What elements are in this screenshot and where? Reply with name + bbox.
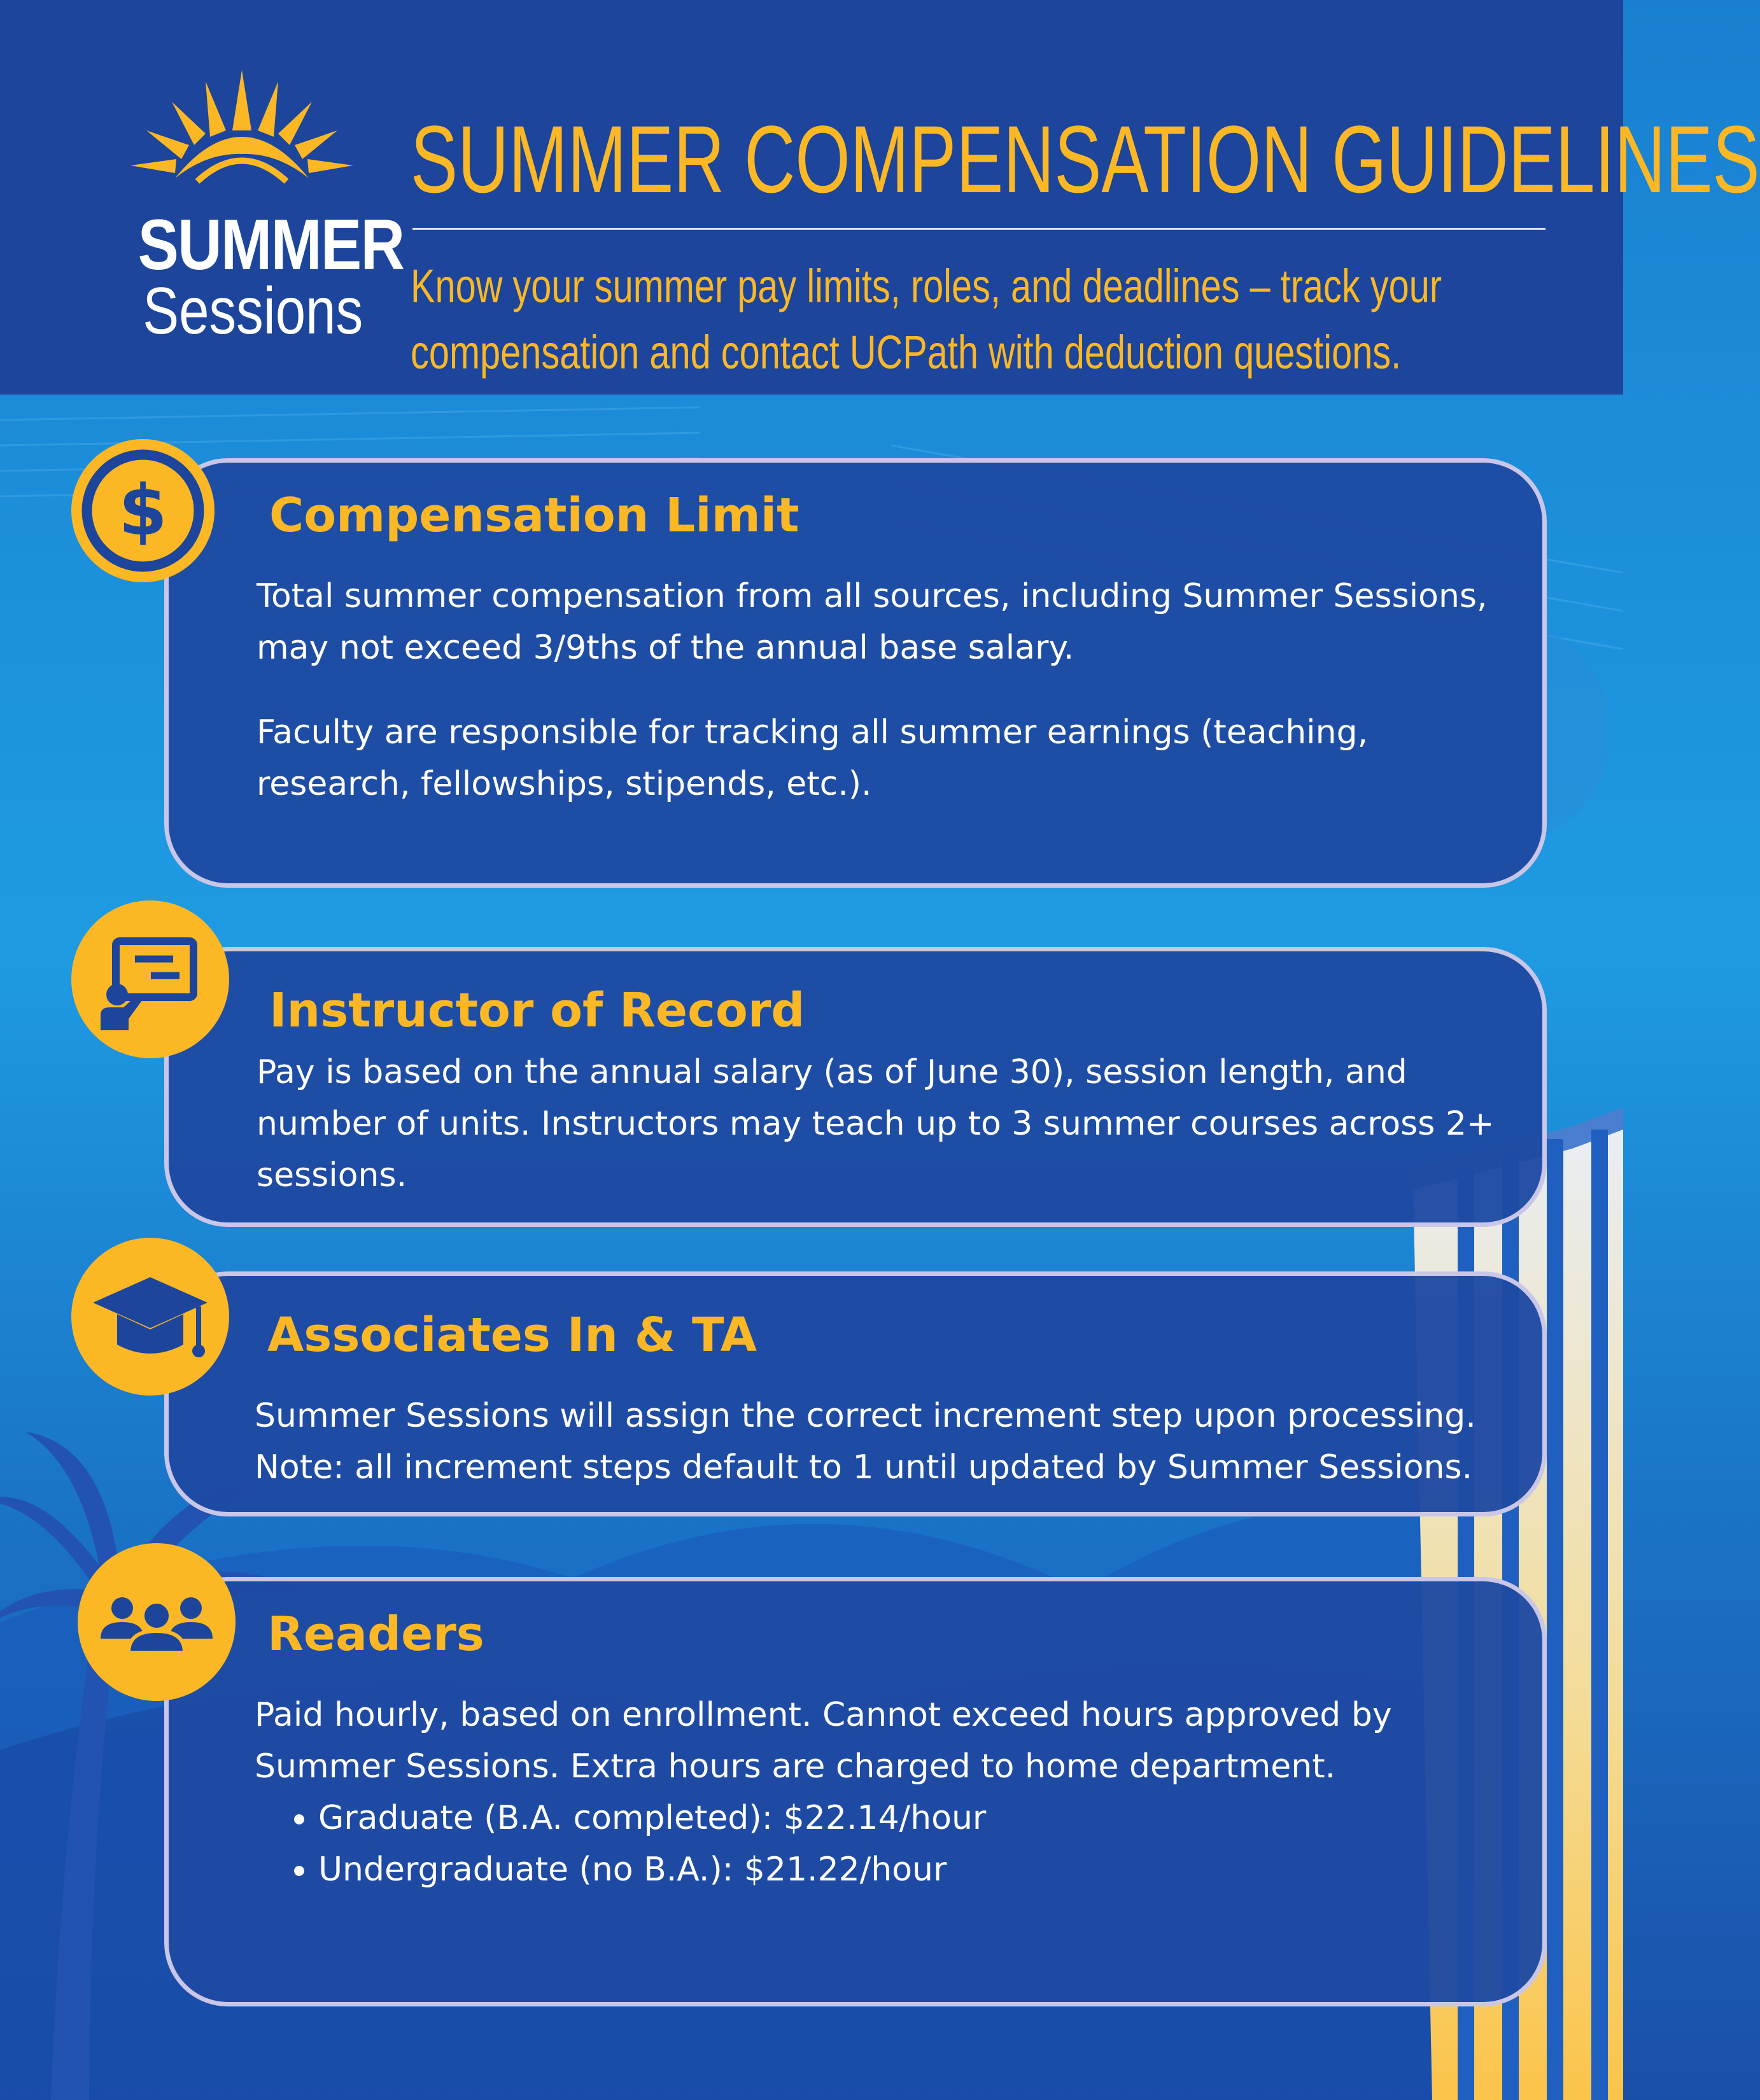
card-body: [257, 1047, 1523, 1201]
instructor-presentation-icon: [71, 900, 229, 1058]
list-item: • Graduate (B.A. completed): $22.14/hour: [318, 1793, 1528, 1844]
card-paragraph: Faculty are responsible for tracking all summer earnings (teaching, research, fellowships, stipends, etc.).: [257, 713, 1369, 803]
logo-word-sessions: Sessions: [143, 274, 363, 348]
group-icon: [78, 1543, 236, 1701]
card-body: [255, 1390, 1540, 1494]
card-paragraph: Total summer compensation from all sources, including Summer Sessions, may not exceed 3/9ths of the annual base salary.: [257, 577, 1488, 667]
compensation-limit-card: [164, 458, 1547, 888]
page-title: SUMMER COMPENSATION GUIDELINES: [411, 106, 1760, 213]
list-item: • Undergraduate (no B.A.): $21.22/hour: [318, 1844, 1528, 1896]
card-paragraph: Summer Sessions will assign the correct increment step upon processing. Note: all increment steps default to 1 until updated by Summer Sessions.: [255, 1397, 1476, 1487]
dollar-icon: [71, 439, 215, 582]
graduation-cap-icon: [71, 1238, 229, 1396]
card-title: Readers: [267, 1607, 484, 1662]
readers-card: [164, 1577, 1547, 2006]
card-paragraph: Paid hourly, based on enrollment. Cannot exceed hours approved by Summer Sessions. Extra hours are charged to home department.: [255, 1696, 1392, 1786]
logo-word-summer: SUMMER: [137, 205, 404, 284]
card-body: [255, 1690, 1528, 1896]
card-title: Compensation Limit: [269, 488, 799, 543]
instructor-of-record-card: [164, 947, 1547, 1227]
header-banner: [0, 0, 1760, 395]
card-title: Instructor of Record: [269, 983, 805, 1038]
associates-and-ta-card: [164, 1271, 1547, 1516]
card-title: Associates In & TA: [267, 1308, 757, 1362]
title-divider: [412, 228, 1545, 230]
rate-list: [255, 1793, 1528, 1896]
summer-sessions-logo: [121, 70, 404, 363]
svg-text:$: $: [118, 470, 167, 551]
card-paragraph: Pay is based on the annual salary (as of June 30), session length, and number of units. Instructors may teach up to 3 summer courses across 2+ sessions.: [257, 1053, 1495, 1194]
sun-icon: [130, 70, 353, 197]
page-subtitle: Know your summer pay limits, roles, and deadlines – track your compensation and contact UCPath with deduction questions.: [411, 260, 1442, 379]
card-body: [257, 571, 1523, 810]
